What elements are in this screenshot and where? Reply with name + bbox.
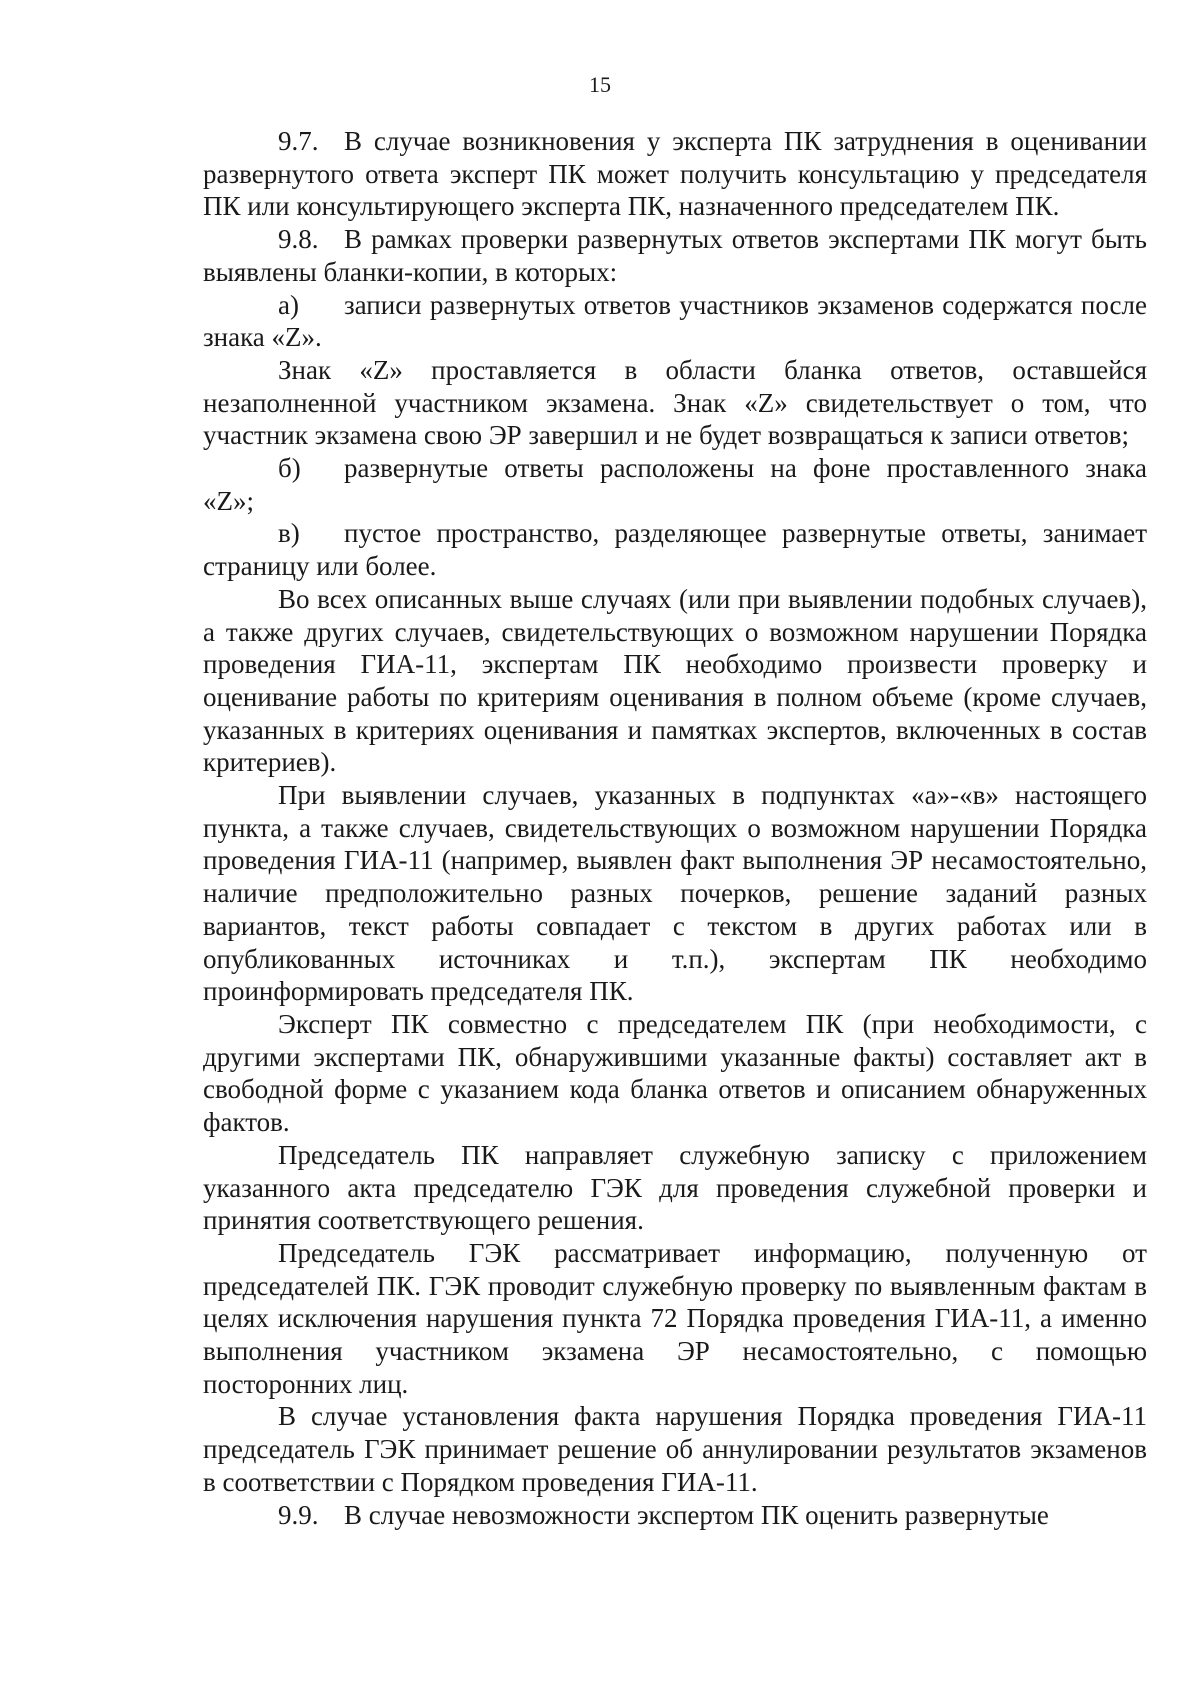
paragraph-text: Председатель ГЭК рассматривает информацию, полученную от председателей ПК. ГЭК проводит служебную проверку по выявленным фактам в целях исключения нарушения пункта 72 Порядка проведения ГИА-11, а именно выполнения участником экзамена ЭР несамостоятельно, с помощью посторонних лиц.: [203, 1237, 1147, 1399]
paragraph-text: В случае установления факта нарушения Порядка проведения ГИА-11 председатель ГЭК принимает решение об аннулировании результатов экзаменов в соответствии с Порядком проведения ГИА-11.: [203, 1401, 1147, 1497]
item-number: 9.8.: [278, 224, 319, 255]
paragraph-text: В случае возникновения у эксперта ПК затруднения в оценивании развернутого ответа эксперт ПК может получить консультацию у председателя ПК или консультирующего эксперта ПК, назначенного председателем ПК.: [203, 126, 1147, 222]
paragraph: [203, 1139, 1147, 1237]
paragraph: [203, 779, 1147, 1008]
paragraph: [203, 1008, 1147, 1139]
item-number: 9.9.: [278, 1499, 319, 1530]
list-item-v: [203, 517, 1147, 582]
paragraph: [203, 354, 1147, 452]
list-item-b: [203, 452, 1147, 517]
paragraph: [203, 583, 1147, 779]
document-body: [203, 125, 1147, 1531]
paragraph-9-9: [203, 1499, 1147, 1532]
paragraph-text: Знак «Z» проставляется в области бланка ответов, оставшейся незаполненной участником экзамена. Знак «Z» свидетельствует о том, что участник экзамена свою ЭР завершил и не будет возвращаться к записи ответов;: [203, 354, 1147, 451]
list-item-a: [203, 289, 1147, 354]
paragraph-text: пустое пространство, разделяющее развернутые ответы, занимает страницу или более.: [203, 518, 1147, 582]
item-letter: а): [278, 289, 299, 320]
paragraph-text: В рамках проверки развернутых ответов экспертами ПК могут быть выявлены бланки-копии, в которых:: [203, 224, 1147, 287]
paragraph-9-8: [203, 223, 1147, 288]
paragraph-text: записи развернутых ответов участников экзаменов содержатся после знака «Z».: [203, 289, 1147, 353]
paragraph-text: При выявлении случаев, указанных в подпунктах «а»-«в» настоящего пункта, а также случаев, свидетельствующих о возможном нарушении Порядка проведения ГИА-11 (например, выявлен факт выполнения ЭР несамостоятельно, наличие предположительно разных почерков, решение заданий разных вариантов, текст работы совпадает с текстом в других работах или в опубликованных источниках и т.п.), экспертам ПК необходимо проинформировать председателя ПК.: [203, 780, 1147, 1007]
paragraph-text: Эксперт ПК совместно с председателем ПК (при необходимости, с другими экспертами ПК, обнаружившими указанные факты) составляет акт в свободной форме с указанием кода бланка ответов и описанием обнаруженных фактов.: [203, 1008, 1147, 1138]
paragraph-text: В случае невозможности экспертом ПК оценить развернутые: [344, 1499, 1049, 1530]
item-letter: в): [278, 518, 300, 549]
paragraph: [203, 1400, 1147, 1498]
item-letter: б): [278, 453, 301, 484]
page-number: 15: [589, 72, 611, 97]
paragraph-text: развернутые ответы расположены на фоне проставленного знака «Z»;: [203, 453, 1147, 516]
paragraph-9-7: [203, 125, 1147, 223]
paragraph-text: Председатель ПК направляет служебную записку с приложением указанного акта председателю ГЭК для проведения служебной проверки и принятия соответствующего решения.: [203, 1139, 1147, 1236]
paragraph: [203, 1237, 1147, 1401]
item-number: 9.7.: [278, 126, 319, 156]
paragraph-text: Во всех описанных выше случаях (или при выявлении подобных случаев), а также других случаев, свидетельствующих о возможном нарушении Порядка проведения ГИА-11, экспертам ПК необходимо произвести проверку и оценивание работы по критериям оценивания в полном объеме (кроме случаев, указанных в критериях оценивания и памятках экспертов, включенных в состав критериев).: [203, 583, 1147, 778]
